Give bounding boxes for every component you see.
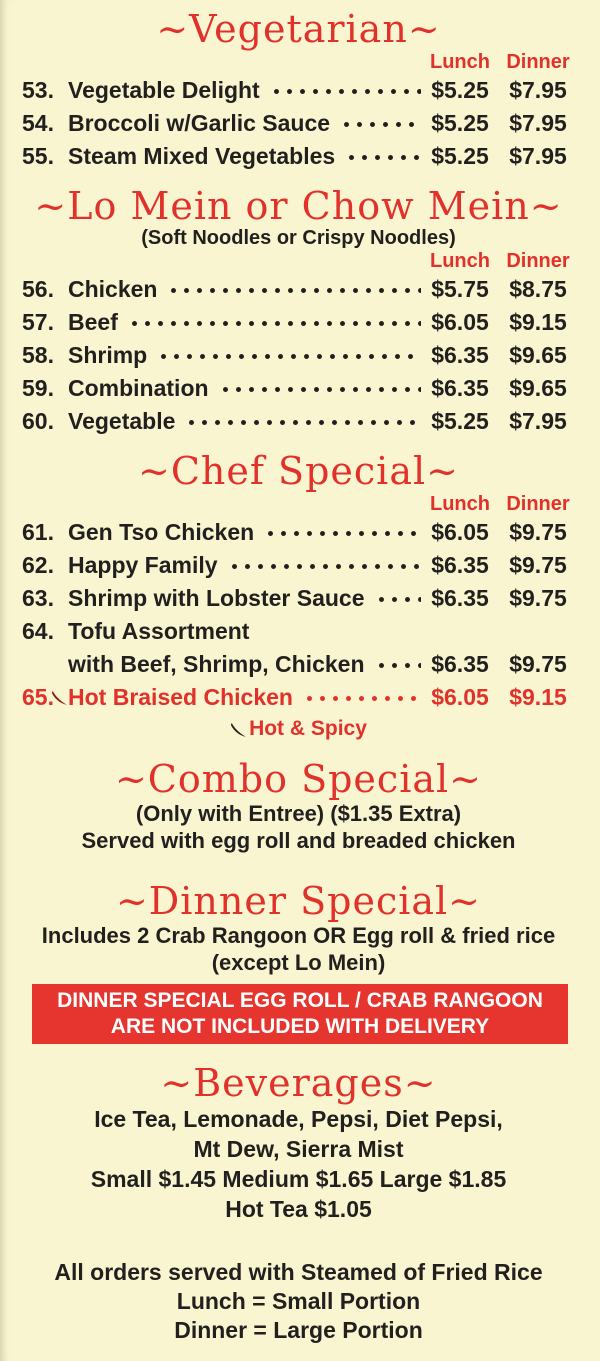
item-dinner-price: $7.95: [509, 143, 567, 169]
item-dinner-price: $9.75: [509, 585, 567, 611]
item-name: Chicken: [68, 276, 158, 302]
dot-leader: [343, 140, 421, 173]
menu-item-row: [22, 273, 575, 306]
price-column-headers: [22, 249, 575, 273]
delivery-warning-line2: ARE NOT INCLUDED WITH DELIVERY: [110, 1015, 490, 1038]
item-lunch-price: $6.35: [431, 585, 489, 611]
item-dinner-price: $9.65: [509, 342, 567, 368]
delivery-warning-banner: [32, 984, 568, 1044]
item-number: 60.: [22, 408, 54, 434]
section-title-chef-special: ~Chef Special~: [138, 449, 459, 493]
combo-special-line2: Served with egg roll and breaded chicken: [81, 828, 516, 853]
menu-item-row-continuation: [22, 648, 575, 681]
item-dinner-price: $8.75: [509, 276, 567, 302]
section-title-vegetarian: ~Vegetarian~: [156, 7, 441, 51]
item-lunch-price: $5.25: [431, 408, 489, 434]
item-name: Tofu Assortment: [68, 618, 250, 644]
item-lunch-price: $5.75: [431, 276, 489, 302]
item-number: 58.: [22, 342, 54, 368]
section-lo-mein: [22, 185, 575, 438]
menu-item-row: [22, 582, 575, 615]
section-title-dinner-special: ~Dinner Special~: [115, 879, 482, 923]
menu-item-row: [22, 615, 575, 648]
item-name: Vegetable Delight: [68, 77, 260, 103]
item-name-line2: with Beef, Shrimp, Chicken: [68, 651, 365, 677]
item-number: 63.: [22, 585, 54, 611]
menu-item-row: [22, 372, 575, 405]
section-combo-special: [22, 758, 575, 854]
hot-spicy-legend-label: Hot & Spicy: [249, 717, 367, 740]
item-name: Steam Mixed Vegetables: [68, 143, 336, 169]
menu-item-row: [22, 107, 575, 140]
dot-leader: [373, 648, 422, 681]
item-number: 61.: [22, 519, 54, 545]
item-name: Shrimp: [68, 342, 148, 368]
dot-leader: [183, 405, 421, 438]
item-number: 57.: [22, 309, 54, 335]
dot-leader: [268, 74, 421, 107]
menu-item-row: [22, 339, 575, 372]
item-dinner-price: $9.65: [509, 375, 567, 401]
item-dinner-price: $9.75: [509, 651, 567, 677]
hot-spicy-icon: [230, 722, 247, 739]
item-number: 64.: [22, 618, 54, 644]
item-lunch-price: $6.05: [431, 519, 489, 545]
item-lunch-price: $5.25: [431, 77, 489, 103]
dot-leader: [338, 107, 421, 140]
beverages-line2: Mt Dew, Sierra Mist: [193, 1136, 404, 1162]
dot-leader: [262, 516, 421, 549]
item-name: Shrimp with Lobster Sauce: [68, 585, 365, 611]
item-lunch-price: $6.05: [431, 684, 489, 710]
item-number: 56.: [22, 276, 54, 302]
menu-item-row: [22, 306, 575, 339]
menu-item-row: [22, 140, 575, 173]
item-name: Combination: [68, 375, 209, 401]
item-dinner-price: $9.15: [509, 309, 567, 335]
item-lunch-price: $5.25: [431, 110, 489, 136]
menu-item-row-spicy: [22, 681, 575, 714]
item-number: [22, 684, 68, 711]
section-vegetarian: [22, 8, 575, 173]
lunch-column-header: Lunch: [430, 249, 490, 272]
section-title-lo-mein: ~Lo Mein or Chow Mein~: [34, 184, 563, 228]
dinner-column-header: Dinner: [506, 249, 570, 272]
item-dinner-price: $7.95: [509, 408, 567, 434]
item-number: 54.: [22, 110, 54, 136]
footer-line2: Lunch = Small Portion: [176, 1288, 421, 1314]
dinner-column-header: Dinner: [506, 50, 570, 73]
item-lunch-price: $6.35: [431, 375, 489, 401]
beverages-hot-tea-price: Hot Tea $1.05: [225, 1196, 372, 1222]
item-dinner-price: $9.75: [509, 519, 567, 545]
section-chef-special: [22, 450, 575, 744]
item-name: Gen Tso Chicken: [68, 519, 255, 545]
footer-notes: [22, 1258, 575, 1345]
dot-leader: [373, 582, 422, 615]
lunch-column-header: Lunch: [430, 50, 490, 73]
section-beverages: [22, 1062, 575, 1224]
section-title-combo-special: ~Combo Special~: [114, 757, 483, 801]
lunch-column-header: Lunch: [430, 492, 490, 515]
price-column-headers: [22, 50, 575, 74]
beverages-line1: Ice Tea, Lemonade, Pepsi, Diet Pepsi,: [94, 1106, 503, 1132]
dot-leader: [301, 681, 421, 714]
dot-leader: [126, 306, 421, 339]
dot-leader: [217, 372, 421, 405]
hot-spicy-legend: [22, 714, 575, 744]
menu-item-row: [22, 516, 575, 549]
item-dinner-price: $9.75: [509, 552, 567, 578]
item-lunch-price: $6.05: [431, 309, 489, 335]
item-name: Beef: [68, 309, 118, 335]
hot-spicy-icon: [51, 690, 68, 707]
dinner-special-line1: Includes 2 Crab Rangoon OR Egg roll & fried rice: [41, 923, 556, 948]
combo-special-line1: (Only with Entree) ($1.35 Extra): [135, 801, 462, 826]
item-dinner-price: $7.95: [509, 110, 567, 136]
dot-leader: [226, 549, 421, 582]
footer-line3: Dinner = Large Portion: [174, 1317, 423, 1343]
section-dinner-special: [22, 880, 575, 976]
item-lunch-price: $6.35: [431, 651, 489, 677]
item-dinner-price: $7.95: [509, 77, 567, 103]
footer-line1: All orders served with Steamed of Fried Rice: [54, 1259, 543, 1285]
item-lunch-price: $6.35: [431, 552, 489, 578]
item-name: Vegetable: [68, 408, 176, 434]
section-title-beverages: ~Beverages~: [160, 1061, 437, 1105]
item-lunch-price: $6.35: [431, 342, 489, 368]
item-dinner-price: $9.15: [509, 684, 567, 710]
menu-item-row: [22, 549, 575, 582]
item-name: Broccoli w/Garlic Sauce: [68, 110, 331, 136]
beverages-prices: Small $1.45 Medium $1.65 Large $1.85: [90, 1166, 507, 1192]
item-number: 59.: [22, 375, 54, 401]
dinner-special-line2: (except Lo Mein): [211, 950, 386, 975]
dot-leader: [165, 273, 421, 306]
menu-item-row: [22, 405, 575, 438]
item-number: 53.: [22, 77, 54, 103]
item-name: Happy Family: [68, 552, 218, 578]
item-number: 62.: [22, 552, 54, 578]
menu-item-row: [22, 74, 575, 107]
section-subtitle-lo-mein: (Soft Noodles or Crispy Noodles): [141, 227, 456, 249]
item-number-text: 65.: [22, 684, 54, 710]
delivery-warning-line1: DINNER SPECIAL EGG ROLL / CRAB RANGOON: [57, 989, 543, 1012]
dinner-column-header: Dinner: [506, 492, 570, 515]
item-name: Hot Braised Chicken: [68, 684, 293, 710]
item-number: 55.: [22, 143, 54, 169]
price-column-headers: [22, 492, 575, 516]
dot-leader: [155, 339, 421, 372]
item-lunch-price: $5.25: [431, 143, 489, 169]
